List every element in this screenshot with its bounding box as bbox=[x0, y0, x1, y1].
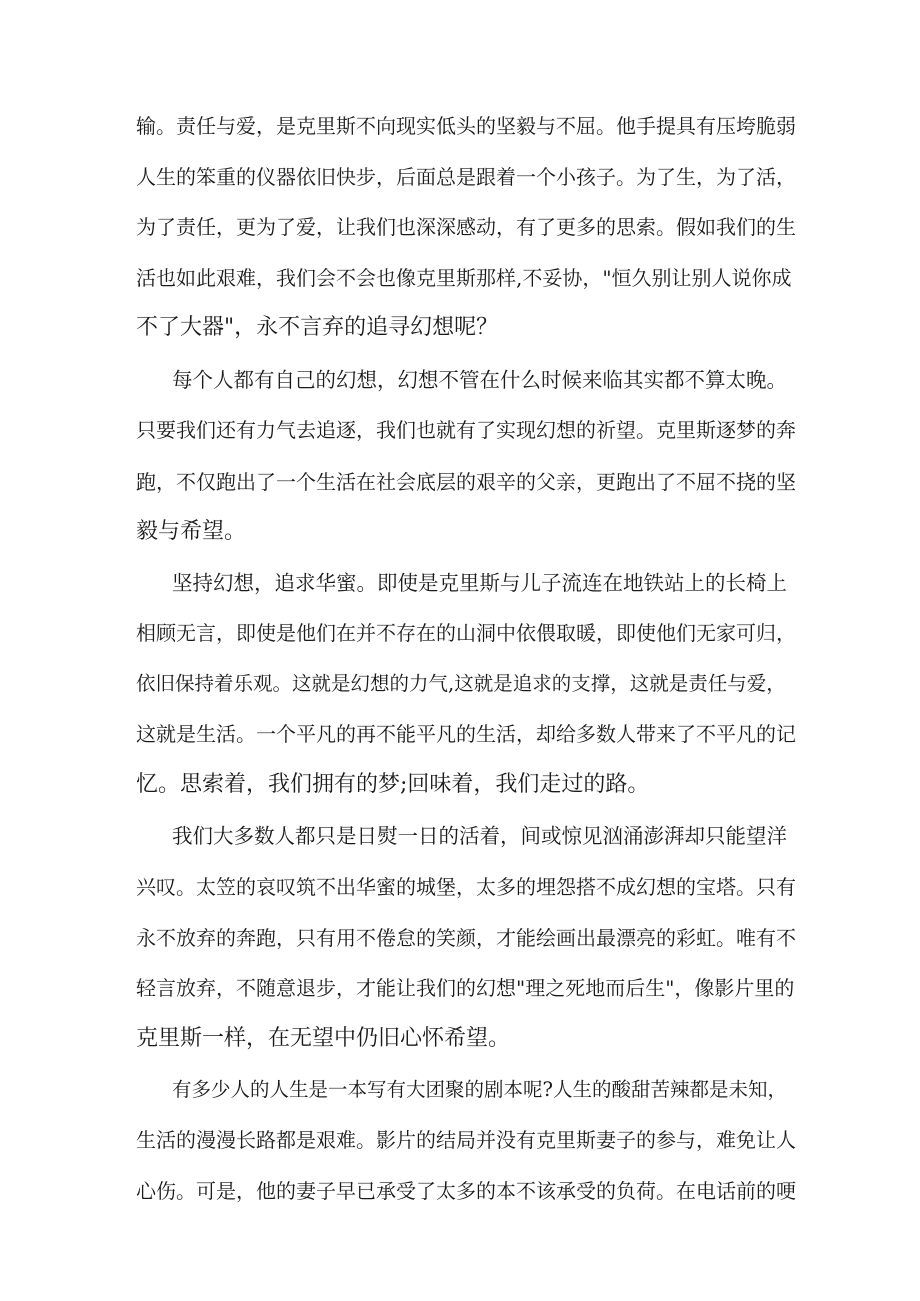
text-line: 只要我们还有力气去追逐，我们也就有了实现幻想的祈望。克里斯逐梦的奔 bbox=[136, 418, 796, 442]
text-line: 为了责任，更为了爱，让我们也深深感动，有了更多的思索。假如我们的生 bbox=[136, 215, 796, 239]
text-line: 输。责任与爱，是克里斯不向现实低头的坚毅与不屈。他手提具有压垮脆弱 bbox=[136, 114, 796, 138]
text-line: 忆。思索着，我们拥有的梦;回味着，我们走过的路。 bbox=[136, 772, 650, 797]
text-line: 人生的笨重的仪器依旧快步，后面总是跟着一个小孩子。为了生，为了活， bbox=[136, 165, 796, 189]
text-line: 兴叹。太笠的哀叹筑不出华蜜的城堡，太多的埋怨搭不成幻想的宝塔。只有 bbox=[136, 875, 796, 899]
text-line: 坚持幻想，追求华蜜。即使是克里斯与儿子流连在地铁站上的长椅上 bbox=[172, 571, 787, 595]
text-line: 克里斯一样，在无望中仍旧心怀希望。 bbox=[136, 1026, 511, 1051]
text-line: 不了大器"，永不言弃的追寻幻想呢？ bbox=[136, 315, 499, 340]
text-line: 活也如此艰难，我们会不会也像克里斯那样,不妥协，"恒久别让别人说你成 bbox=[136, 266, 792, 290]
text-line: 相顾无言，即使是他们在并不存在的山洞中依偎取暖，即使他们无家可归， bbox=[136, 621, 796, 645]
text-line: 永不放弃的奔跑，只有用不倦怠的笑颜，才能绘画出最漂亮的彩虹。唯有不 bbox=[136, 926, 796, 950]
text-line: 轻言放弃，不随意退步，才能让我们的幻想"理之死地而后生"，像影片里的 bbox=[136, 976, 795, 1000]
text-line: 生活的漫漫长路都是艰难。影片的结局并没有克里斯妻子的参与，难免让人 bbox=[136, 1128, 796, 1152]
text-line: 每个人都有自己的幻想，幻想不管在什么时候来临其实都不算太晚。 bbox=[172, 368, 787, 392]
text-line: 依旧保持着乐观。这就是幻想的力气,这就是追求的支撑，这就是责任与爱， bbox=[136, 672, 786, 695]
text-line: 跑，不仅跑出了一个生活在社会底层的艰辛的父亲，更跑出了不屈不挠的坚 bbox=[136, 470, 796, 494]
text-line: 这就是生活。一个平凡的再不能平凡的生活，却给多数人带来了不平凡的记 bbox=[136, 722, 796, 746]
text-line: 心伤。可是，他的妻子早已承受了太多的本不该承受的负荷。在电话前的哽 bbox=[136, 1179, 796, 1203]
text-line: 我们大多数人都只是日熨一日的活着，间或惊见汹涌澎湃却只能望洋 bbox=[172, 824, 787, 848]
text-line: 有多少人的人生是一本写有大团聚的剧本呢?人生的酸甜苦辣都是未知， bbox=[172, 1078, 787, 1101]
text-line: 毅与希望。 bbox=[136, 519, 247, 544]
